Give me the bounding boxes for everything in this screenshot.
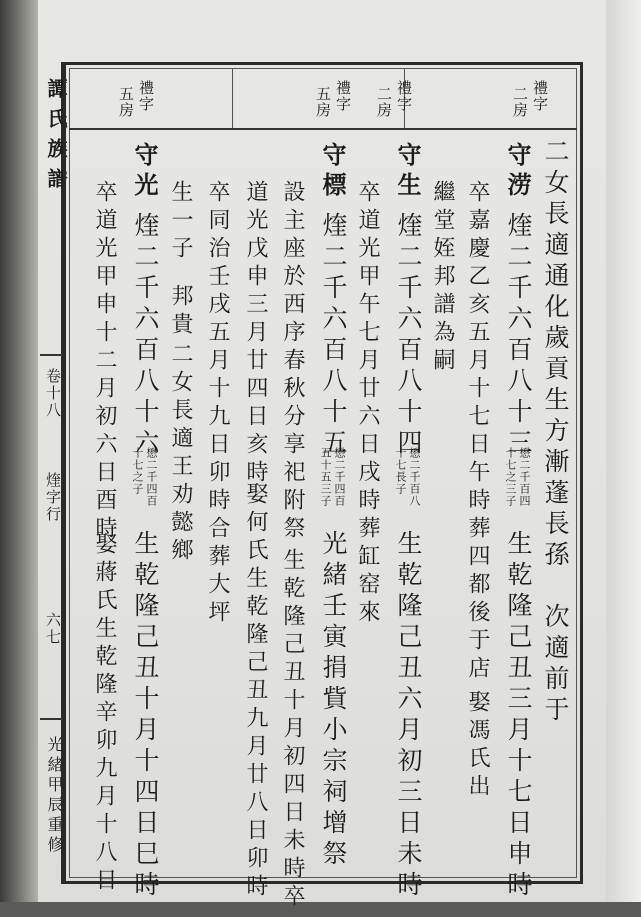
lineage-number: 煃二千六百八十三: [504, 212, 533, 460]
donation-record: 光緒壬寅捐貲小宗祠增祭: [319, 530, 348, 871]
father-annotation: 十七長子: [394, 447, 407, 495]
page-number: 六七: [44, 612, 62, 646]
father-annotation: 十七之子: [131, 447, 144, 495]
child-name: 邦貴: [168, 284, 193, 340]
header-branch-label: 五房: [314, 86, 332, 118]
father-annotation: 懋二千四百: [333, 447, 346, 507]
person-name: 守標: [318, 142, 347, 202]
death-burial-record: 卒道光甲午七月廿六日戌時葬缸窑來: [355, 180, 380, 628]
lineage-number: 煃二千六百八十五: [319, 212, 348, 460]
children-note: 生一子: [168, 180, 193, 264]
birth-record: 生乾隆己丑十月初四日未時卒: [280, 548, 305, 912]
daughters-note: 二女長適通化歲貢生方漸蓬長孫 次適前于: [541, 138, 570, 727]
father-annotation: 懋二千四百: [145, 447, 158, 507]
book-gutter-shadow: [0, 0, 38, 917]
spouse-note: 劝懿鄉: [168, 482, 193, 566]
daughters-note: 二女長適王: [168, 342, 193, 482]
volume-label: 卷十八: [44, 368, 62, 419]
header-gen-label: 禮字: [531, 80, 549, 112]
header-divider: [232, 68, 233, 128]
header-gen-label: 禮字: [334, 80, 352, 112]
birth-record: 生乾隆己丑十月十四日巳時: [131, 530, 160, 902]
birth-record: 道光戊申三月廿四日亥時: [243, 180, 268, 488]
father-annotation: 十七之三子: [504, 447, 517, 507]
death-burial-record: 卒同治壬戌五月十九日卯時合葬大坪: [205, 180, 230, 628]
marriage-record: 娶蔣氏生乾隆辛卯九月十八日: [92, 532, 117, 896]
spine-separator: [40, 354, 63, 356]
lineage-number: 煃二千六百八十六: [131, 212, 160, 460]
header-gen-label: 禮字: [137, 80, 155, 112]
header-gen-label: 禮字: [395, 80, 413, 112]
lineage-number: 煃二千六百八十四: [394, 212, 423, 460]
father-annotation: 五十五三子: [319, 447, 332, 507]
book-bottom-shadow: [0, 902, 641, 917]
marriage-record: 娶馮氏出: [465, 690, 490, 802]
birth-record: 生乾隆己丑三月十七日申時: [504, 530, 533, 902]
spine-separator: [40, 718, 63, 720]
adoption-note: 繼堂姪邦譜為嗣: [430, 180, 455, 376]
header-branch-label: 二房: [511, 86, 529, 118]
person-name: 守涝: [503, 142, 532, 202]
edition-label: 光緒甲辰重修: [45, 736, 64, 856]
death-record: 卒道光甲申十二月初六日酉時: [92, 180, 117, 544]
death-burial-record: 卒嘉慶乙亥五月十七日午時葬四都後于店: [465, 180, 490, 684]
father-annotation: 懋二千百八: [408, 447, 421, 507]
marriage-record: 娶何氏生乾隆己丑九月廿八日卯時: [243, 482, 268, 902]
memorial-note: 設主座於西序春秋分享祀附祭: [280, 180, 305, 544]
header-branch-label: 二房: [375, 86, 393, 118]
person-name: 守光: [130, 142, 159, 202]
father-annotation: 懋二千百四: [518, 447, 531, 507]
header-branch-label: 五房: [117, 86, 135, 118]
person-name: 守生: [393, 142, 422, 202]
section-label: 煃字行: [44, 472, 62, 523]
birth-record: 生乾隆己丑六月初三日未時: [394, 530, 423, 902]
book-title: 譚氏族譜: [44, 78, 68, 198]
page-edge: [606, 0, 641, 917]
header-rule: [69, 128, 577, 130]
